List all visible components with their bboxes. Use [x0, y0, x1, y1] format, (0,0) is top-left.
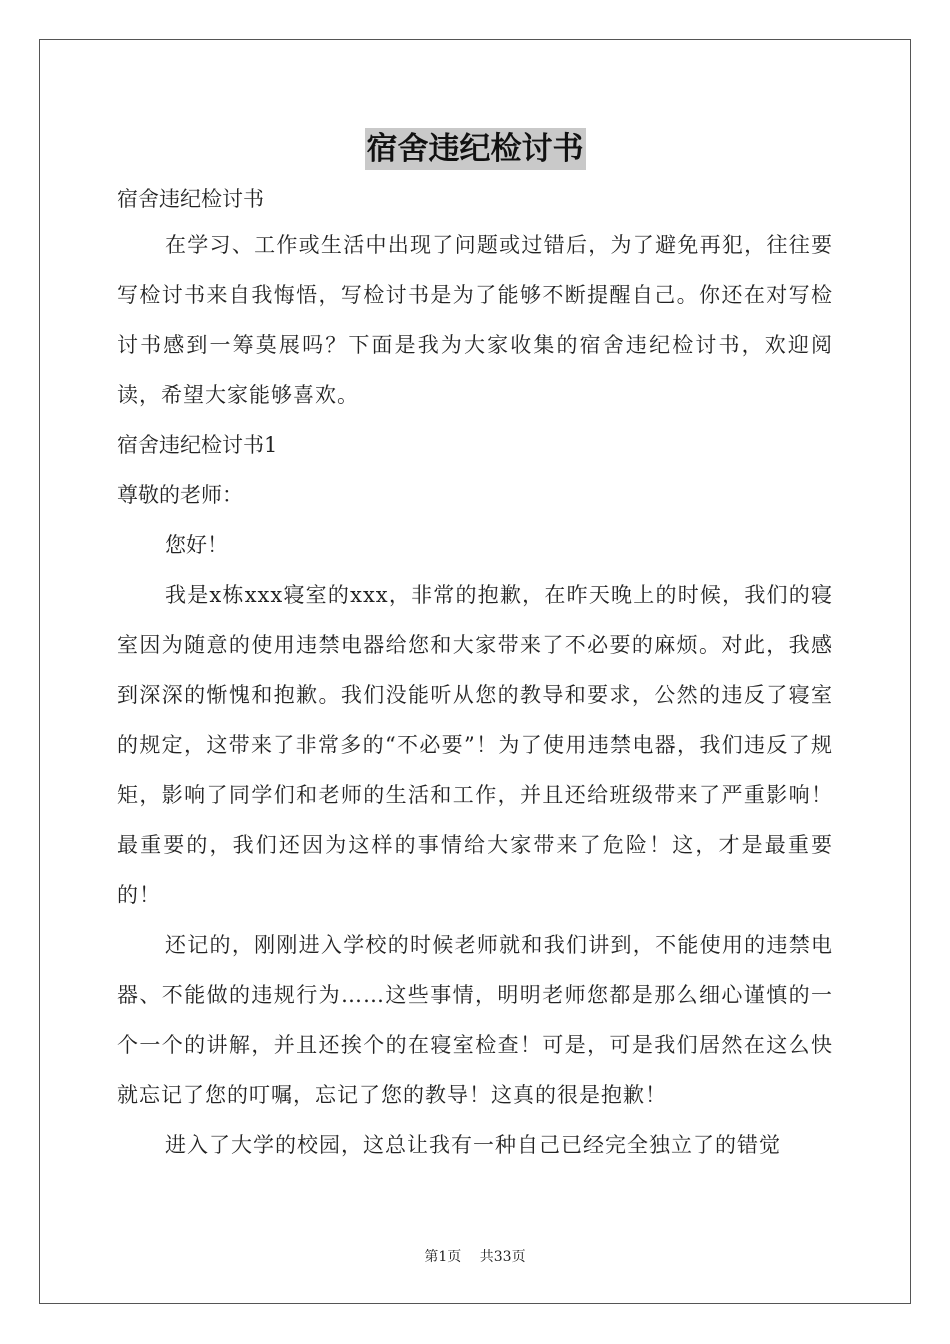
body-paragraph: 进入了大学的校园，这总让我有一种自己已经完全独立了的错觉 [165, 1133, 781, 1157]
section-heading: 宿舍违纪检讨书1 [117, 433, 278, 457]
intro-paragraph: 在学习、工作或生活中出现了问题或过错后，为了避免再犯，往往要写检讨书来自我悔悟，写检讨书是为了能够不断提醒自己。你还在对写检讨书感到一筹莫展吗？下面是我为大家收集的宿舍违纪检讨书，欢迎阅读，希望大家能够喜欢。 [117, 233, 833, 407]
document-body [117, 180, 833, 1170]
greeting: 您好！ [165, 533, 228, 557]
body-paragraph: 我是x栋xxx寝室的xxx，非常的抱歉，在昨天晚上的时候，我们的寝室因为随意的使用违禁电器给您和大家带来了不必要的麻烦。对此，我感到深深的惭愧和抱歉。我们没能听从您的教导和要求，公然的违反了寝室的规定，这带来了非常多的“不必要”！为了使用违禁电器，我们违反了规矩，影响了同学们和老师的生活和工作，并且还给班级带来了严重影响！最重要的，我们还因为这样的事情给大家带来了危险！这，才是最重要的！ [117, 583, 833, 907]
page-total: 共33页 [479, 1249, 526, 1265]
document-title: 宿舍违纪检讨书 [365, 128, 586, 170]
page-number: 第1页 [424, 1249, 462, 1265]
body-paragraph: 还记的，刚刚进入学校的时候老师就和我们讲到，不能使用的违禁电器、不能做的违规行为……这些事情，明明老师您都是那么细心谨慎的一个一个的讲解，并且还挨个的在寝室检查！可是，可是我们居然在这么快就忘记了您的叮嘱，忘记了您的教导！这真的很是抱歉！ [117, 933, 833, 1107]
subtitle: 宿舍违纪检讨书 [117, 187, 264, 211]
title-wrap [0, 128, 950, 170]
salutation: 尊敬的老师： [117, 483, 243, 507]
page-footer [0, 1246, 950, 1266]
